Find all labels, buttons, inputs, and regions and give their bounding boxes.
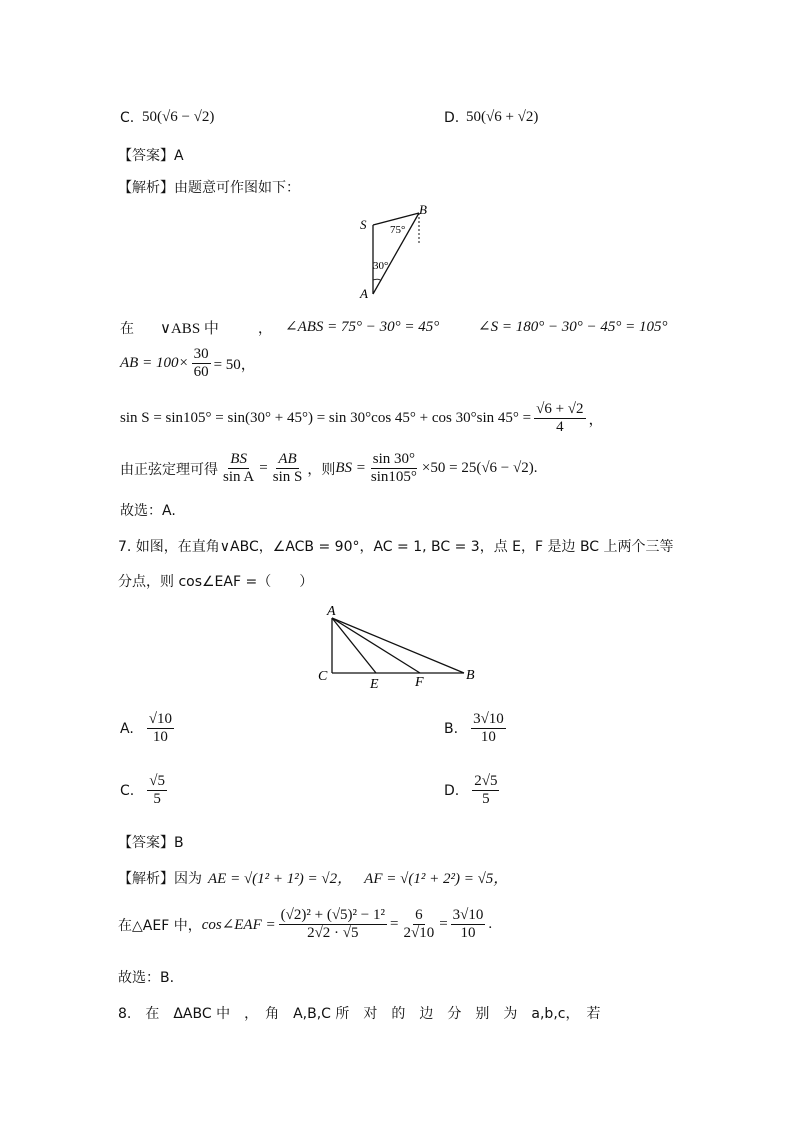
q6-answer: 【答案】A [118,148,184,164]
q7-option-d [444,773,502,808]
q7-fig-label-a: A [327,604,336,619]
q7-stem-line1: 7. 如图，在直角∨ABC，∠ACB = 90°，AC = 1, BC = 3，点 E，F 是边 BC 上两个三等 [118,539,674,555]
q7-fig-label-b: B [466,668,475,683]
q7-analysis-line2-equals2: = [439,916,448,932]
q7-option-b-fraction [471,711,506,746]
q7-option-a [120,711,177,746]
q6-line3-den: 4 [556,419,564,435]
q7-analysis-line2-frac3 [451,907,486,942]
q6-line4-equals: = [259,460,268,476]
q7-option-a-fraction [147,711,174,746]
q7-analysis-line2 [118,907,492,942]
q6-fig-label-30: 30° [373,260,389,272]
q6-line3-fraction [534,401,585,436]
q6-fig-label-s: S [360,217,367,232]
q7-analysis-line1-ae: AE = √(1² + 1²) = √2， [208,871,353,887]
q7-option-c-fraction [147,773,167,808]
q6-line2-num: 30 [193,346,209,362]
q7-option-d-label: D. [444,782,460,799]
q6-line4-mid: ，则 [307,461,336,478]
q7-option-b-den: 10 [480,729,496,745]
q7-triangle-figure [312,600,482,692]
q7-analysis-line2-num: (√2)² + (√5)² − 1² [280,907,385,923]
q6-line3 [120,401,604,436]
q7-option-c-num: √5 [149,773,165,789]
q6-line4-frac1-num: BS [230,451,247,467]
q6-option-d-value: 50(√6 + √2) [466,109,539,125]
q6-line4-frac3 [369,451,419,486]
q6-line4-bs: BS = [335,460,366,476]
q7-analysis-line2-frac1 [279,907,387,942]
q6-fig-label-75: 75° [390,224,406,236]
q7-analysis-line1 [118,867,508,888]
q6-line4-frac1-den: sin A [223,469,255,485]
q7-option-d-fraction [472,773,499,808]
q7-analysis-line2-equals1: = [390,916,399,932]
q7-option-c-den: 5 [153,791,161,807]
q7-option-a-num: √10 [148,711,173,727]
q7-analysis-line2-frac3-num: 3√10 [452,907,484,923]
q7-option-b [444,711,509,746]
q6-line4 [120,451,538,486]
q7-analysis-line2-frac2-num: 6 [415,907,423,923]
q6-line3-num: √6 + √2 [536,401,584,417]
q6-line2-lhs: AB = 100× [120,355,189,371]
q6-line2-fraction [192,346,211,381]
q8-stem-line1: 8. 在 ΔABC 中 ， 角 A,B,C 所 对 的 边 分 别 为 a,b,c， 若 [118,1006,601,1022]
q6-line2-rhs: = 50， [213,357,256,373]
q7-fig-label-c: C [318,669,328,684]
q7-analysis-line2-prefix: 在△AEF 中， [118,917,202,934]
q6-option-c-value: 50(√6 − √2) [142,109,215,125]
q7-option-d-num: 2√5 [474,773,498,789]
q7-analysis-line2-cos: cos∠EAF = [201,917,276,933]
q7-answer: 【答案】B [118,835,184,851]
q6-fig-label-a: A [360,286,368,300]
q6-line4-frac1 [221,451,256,486]
q6-line4-frac2 [271,451,305,486]
q6-line4-frac3-den: sin105° [370,469,417,485]
q7-option-b-num: 3√10 [473,711,504,727]
q7-analysis-line1-af: AF = √(1² + 2²) = √5， [364,871,509,887]
q6-line2-den: 60 [193,364,209,380]
q6-line1-triangle: ∨ABS 中 [160,321,219,337]
q6-line4-frac2-num: AB [278,451,297,467]
q6-line4-frac3-num: sin 30° [372,451,416,467]
q7-analysis-line2-frac2-den: 2√10 [403,925,435,941]
q6-option-c-label: C. [120,110,135,126]
q6-line4-prefix: 由正弦定理可得 [120,461,218,478]
q7-stem-line2: 分点，则 cos∠EAF =（ ） [118,574,314,590]
q6-line3-lhs: sin S = sin105° = sin(30° + 45°) = sin 30°cos 45° + cos 30°sin 45° = [120,410,532,426]
q7-option-c [120,773,170,808]
q6-line2 [120,346,256,381]
q7-option-b-label: B. [444,720,459,737]
q7-fig-label-e: E [370,677,379,692]
q7-option-d-den: 5 [482,791,490,807]
q6-line1-prefix: 在 [120,321,134,337]
q6-analysis-intro: 【解析】由题意可作图如下： [118,180,300,196]
q7-fig-label-f: F [415,675,424,690]
q6-line1-angle-abs: ∠ABS = 75° − 30° = 45° [285,319,440,335]
q7-option-c-label: C. [120,782,135,799]
q6-line1-angle-s: ∠S = 180° − 30° − 45° = 105° [478,319,668,335]
q6-line4-frac2-den: sin S [272,469,303,485]
q7-conclusion: 故选：B. [118,970,175,986]
q6-conclusion: 故选：A. [120,503,176,519]
q7-analysis-line1-prefix: 【解析】因为 [118,870,202,887]
q7-option-a-den: 10 [152,729,168,745]
q7-analysis-line2-den: 2√2 · √5 [307,925,359,941]
q6-line4-rhs: ×50 = 25(√6 − √2). [421,460,538,476]
q6-line1-comma: ， [258,321,272,337]
q7-analysis-line2-dot: . [488,916,493,932]
q6-triangle-figure [355,198,435,300]
q7-analysis-line2-frac2 [401,907,436,942]
q7-option-a-label: A. [120,720,134,737]
q6-option-d-label: D. [444,110,460,126]
q6-fig-label-b: B [419,202,427,217]
q7-analysis-line2-frac3-den: 10 [460,925,476,941]
q6-line3-end: ， [588,412,604,428]
